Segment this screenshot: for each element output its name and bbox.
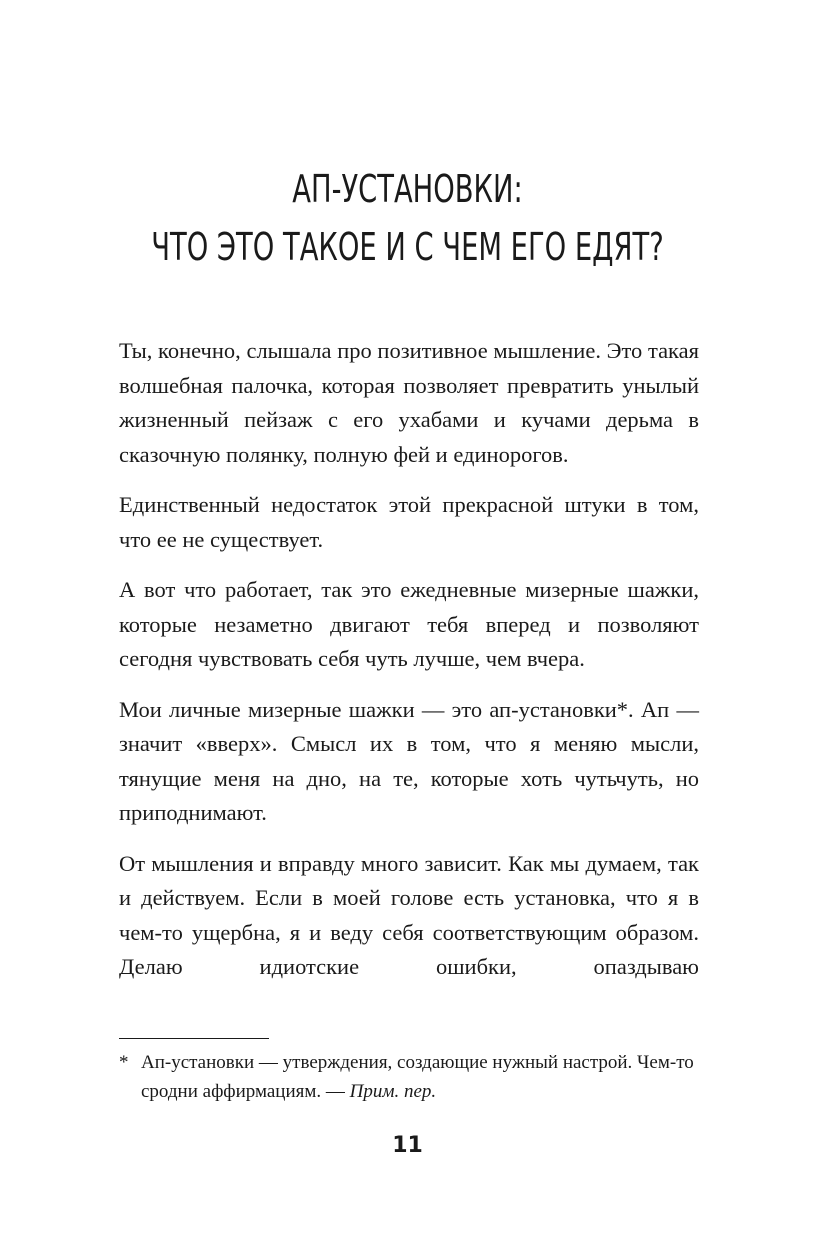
chapter-title	[114, 160, 701, 276]
page-number: 11	[392, 1133, 423, 1158]
paragraph: От мышления и вправду много зависит. Как мы думаем, так и действуем. Если в моей голове есть установка, что я в чем-то ущербна, я и веду себя соответствующим образом. Делаю идиотские ошибки, опаздываю	[119, 850, 699, 979]
paragraph: Ты, конечно, слышала про позитивное мышление. Это такая волшебная палочка, которая позволяет превратить унылый жизненный пейзаж с его ухабами и кучами дерьма в сказочную полянку, полную фей и единорогов.	[119, 338, 699, 467]
footnote-body	[141, 1048, 699, 1106]
footnote-marker: *	[119, 1052, 129, 1073]
paragraph: Единственный недостаток этой прекрасной штуки в том, что ее не существует.	[119, 492, 699, 552]
footnote-divider	[119, 1038, 269, 1039]
footnote-text: Ап-установки — утверждения, создающие нужный настрой. Чем-то сродни аффирмациям. —	[141, 1052, 694, 1102]
paragraph: Мои личные мизерные шажки — это ап-установки*. Ап — значит «вверх». Смысл их в том, что я меняю мысли, тянущие меня на дно, на те, которые хоть чутьчуть, но приподнимают.	[119, 696, 699, 825]
body-text	[119, 334, 699, 1001]
paragraph: А вот что работает, так это ежедневные мизерные шажки, которые незаметно двигают тебя вперед и позволяют сегодня чувствовать себя чуть лучше, чем вчера.	[119, 577, 699, 671]
chapter-title-line-1: АП-УСТАНОВКИ:	[292, 167, 523, 211]
footnote-source: Прим. пер.	[349, 1081, 437, 1102]
footnote	[119, 1048, 699, 1106]
chapter-title-line-2: ЧТО ЭТО ТАКОЕ И С ЧЕМ ЕГО ЕДЯТ?	[151, 225, 664, 269]
